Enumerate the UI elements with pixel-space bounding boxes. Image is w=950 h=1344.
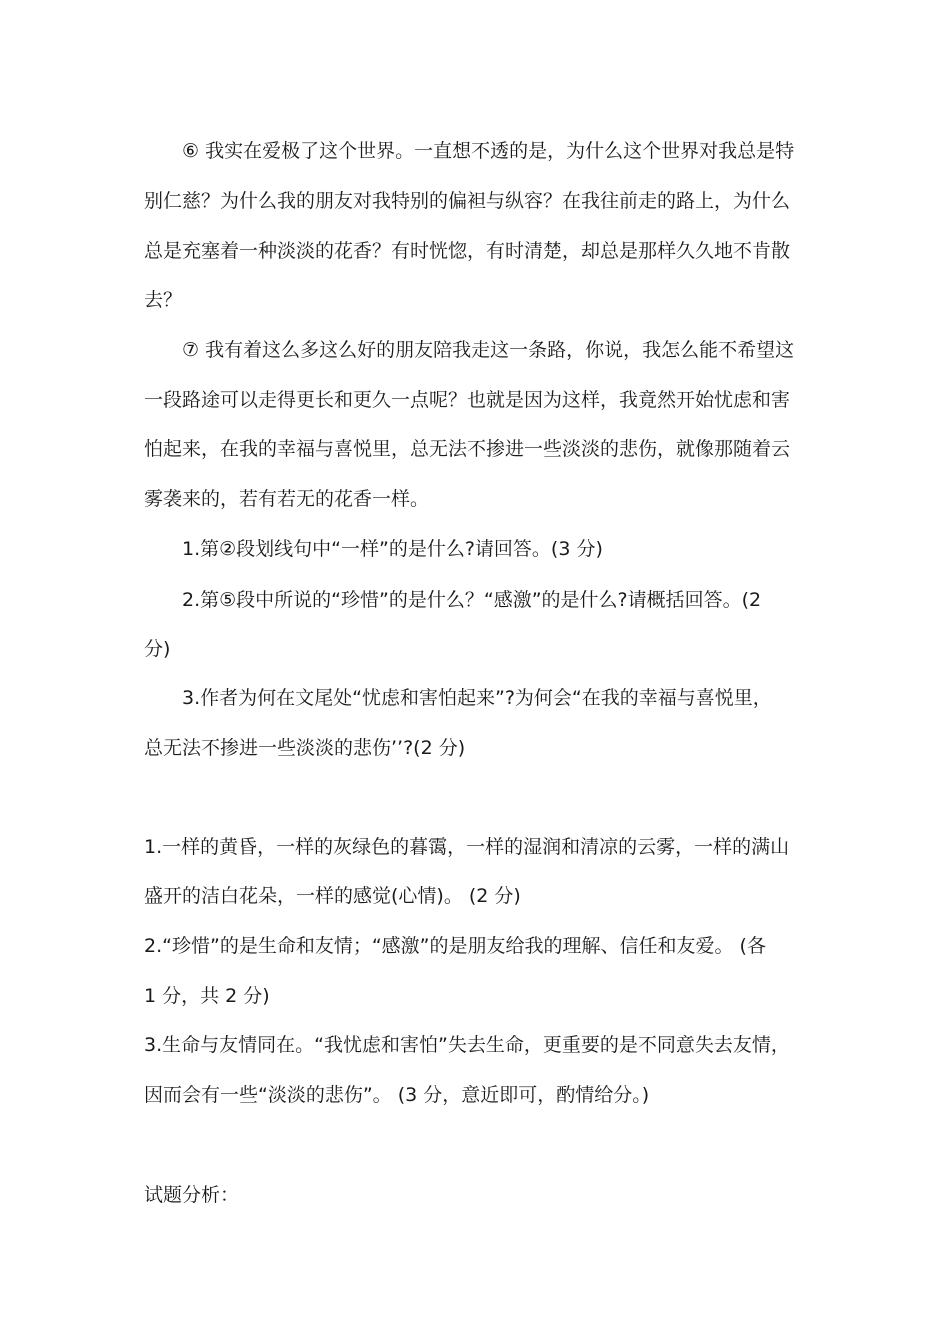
text-line: 一段路途可以走得更长和更久一点呢？也就是因为这样，我竟然开始忧虑和害 bbox=[144, 389, 791, 411]
text-line: 分) bbox=[144, 638, 171, 660]
text-line: 1.一样的黄昏，一样的灰绿色的暮霭，一样的湿润和清凉的云雾，一样的满山 bbox=[144, 836, 790, 858]
text-line: ⑦ 我有着这么多这么好的朋友陪我走这一条路，你说，我怎么能不希望这 bbox=[182, 339, 795, 361]
text-line: 1 分，共 2 分) bbox=[144, 985, 270, 1007]
text-line: 总是充塞着一种淡淡的花香？有时恍惚，有时清楚，却总是那样久久地不肯散 bbox=[144, 240, 791, 262]
text-line: 因而会有一些“淡淡的悲伤”。 (3 分，意近即可，酌情给分。) bbox=[144, 1084, 650, 1106]
text-line: 2.“珍惜”的是生命和友情；“感激”的是朋友给我的理解、信任和友爱。 (各 bbox=[144, 935, 766, 957]
analysis-heading: 试题分析： bbox=[144, 1184, 240, 1206]
text-line: 雾袭来的，若有若无的花香一样。 bbox=[144, 488, 430, 510]
text-line: 总无法不掺进一些淡淡的悲伤’’?(2 分) bbox=[144, 737, 466, 759]
text-line: 别仁慈？为什么我的朋友对我特别的偏袒与纵容？在我往前走的路上，为什么 bbox=[144, 190, 791, 212]
text-line: 去？ bbox=[144, 289, 183, 311]
text-line: 盛开的洁白花朵，一样的感觉(心情)。 (2 分) bbox=[144, 885, 521, 907]
text-line: 1.第②段划线句中“一样”的是什么?请回答。(3 分) bbox=[182, 538, 603, 560]
text-line: 3.作者为何在文尾处“忧虑和害怕起来”?为何会“在我的幸福与喜悦里， bbox=[182, 687, 772, 709]
text-line: 2.第⑤段中所说的“珍惜”的是什么？“感激”的是什么?请概括回答。(2 bbox=[182, 589, 762, 611]
text-line: 怕起来，在我的幸福与喜悦里，总无法不掺进一些淡淡的悲伤，就像那随着云 bbox=[144, 438, 791, 460]
text-line: 3.生命与友情同在。“我忧虑和害怕”失去生命，更重要的是不同意失去友情， bbox=[144, 1034, 790, 1056]
text-line: ⑥ 我实在爱极了这个世界。一直想不透的是，为什么这个世界对我总是特 bbox=[182, 140, 795, 162]
